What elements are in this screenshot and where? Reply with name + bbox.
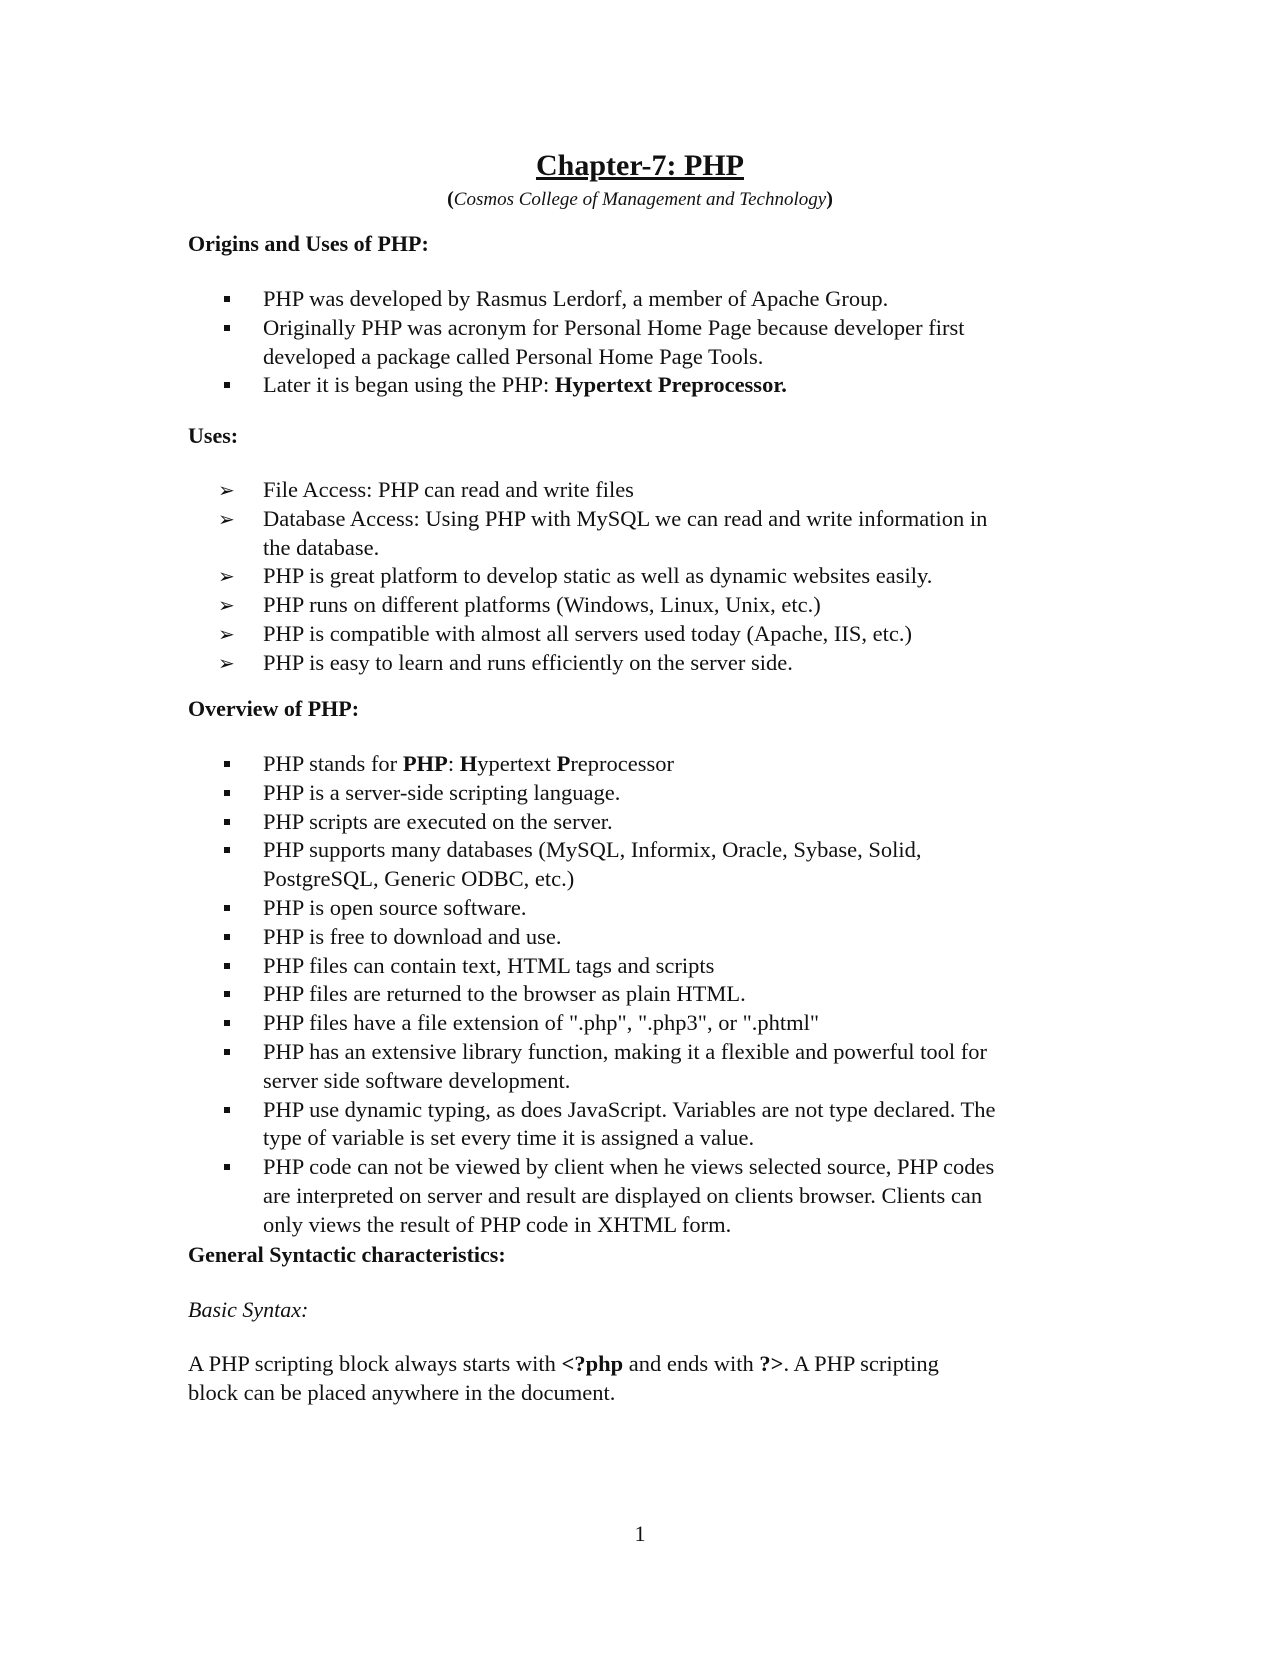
list-item-text: PHP files have a file extension of ".php", ".php3", or ".phtml"	[263, 1010, 820, 1036]
bold-letter: P	[556, 751, 571, 776]
list-item	[188, 591, 1088, 620]
list-item	[188, 894, 1088, 923]
list-item-text: PHP use dynamic typing, as does JavaScript. Variables are not type declared. The	[263, 1096, 996, 1122]
list-item	[188, 505, 1088, 534]
list-item	[188, 285, 1088, 314]
list-item	[188, 620, 1088, 649]
paragraph-text: A PHP scripting block always starts with	[188, 1351, 562, 1376]
list-item	[188, 1153, 1088, 1182]
list-item	[188, 923, 1088, 952]
origins-list	[188, 285, 1088, 400]
list-item-continuation	[188, 1211, 1088, 1240]
list-item-text: PostgreSQL, Generic ODBC, etc.)	[263, 866, 575, 892]
page-number: 1	[634, 1521, 646, 1546]
list-item-text: are interpreted on server and result are displayed on clients browser. Clients can	[263, 1182, 983, 1208]
list-item-text: PHP files are returned to the browser as plain HTML.	[263, 981, 746, 1007]
list-item-continuation	[188, 534, 1088, 563]
paragraph-text: and ends with	[623, 1351, 760, 1376]
list-item	[188, 836, 1088, 865]
list-item-text: PHP stands for	[263, 751, 403, 776]
subtitle-college-name: Cosmos College of Management and Technology	[453, 189, 827, 210]
list-item-text: PHP is free to download and use.	[263, 923, 562, 949]
list-item-text: PHP files can contain text, HTML tags and scripts	[263, 952, 715, 978]
list-item-text: File Access: PHP can read and write files	[263, 477, 634, 502]
list-item-text: Later it is began using the PHP:	[263, 372, 555, 398]
paragraph-line	[188, 1350, 1088, 1379]
section-heading-overview: Overview of PHP:	[188, 696, 360, 721]
chapter-title: Chapter-7: PHP	[535, 149, 744, 182]
list-item-text: PHP was developed by Rasmus Lerdorf, a member of Apache Group.	[263, 286, 889, 311]
paragraph-line: block can be placed anywhere in the document.	[188, 1379, 616, 1405]
list-item	[188, 1038, 1088, 1067]
list-item	[188, 371, 1088, 400]
overview-list	[188, 750, 1088, 1240]
list-item-continuation	[188, 1067, 1088, 1096]
list-item-text: PHP has an extensive library function, making it a flexible and powerful tool for	[263, 1038, 987, 1064]
list-item	[188, 562, 1088, 591]
list-item-text: Database Access: Using PHP with MySQL we can read and write information in	[263, 505, 988, 531]
list-item-text: PHP supports many databases (MySQL, Informix, Oracle, Sybase, Solid,	[263, 837, 922, 863]
list-item-text: PHP scripts are executed on the server.	[263, 808, 613, 834]
list-item-text: PHP is easy to learn and runs efficiently on the server side.	[263, 649, 793, 675]
list-item-text: :	[447, 751, 460, 776]
bold-letter: H	[459, 751, 478, 776]
list-item-text: PHP runs on different platforms (Windows, Linux, Unix, etc.)	[263, 592, 821, 618]
list-item-continuation	[188, 865, 1088, 894]
paragraph-text: . A PHP scripting	[783, 1351, 939, 1376]
list-item-text: the database.	[263, 534, 380, 560]
subtitle-close-paren: )	[826, 188, 833, 210]
section-heading-uses: Uses:	[188, 423, 239, 448]
list-item	[188, 476, 1088, 505]
list-item	[188, 1009, 1088, 1038]
list-item-text: reprocessor	[570, 751, 675, 776]
list-item-text: only views the result of PHP code in XHTML form.	[263, 1211, 732, 1237]
subtitle-open-paren: (	[447, 188, 454, 210]
section-heading-syntax: General Syntactic characteristics:	[188, 1242, 506, 1267]
list-item-text: PHP code can not be viewed by client when he views selected source, PHP codes	[263, 1154, 995, 1180]
syntax-paragraph	[188, 1350, 1088, 1408]
list-item-text: server side software development.	[263, 1067, 571, 1093]
list-item-text: ypertext	[477, 751, 557, 776]
list-item	[188, 952, 1088, 981]
list-item	[188, 314, 1088, 343]
uses-list	[188, 476, 1088, 678]
code-close-tag: ?>	[759, 1351, 784, 1376]
list-item-text: PHP is a server-side scripting language.	[263, 779, 621, 805]
list-item	[188, 980, 1088, 1009]
list-item-text: PHP is great platform to develop static as well as dynamic websites easily.	[263, 563, 933, 589]
list-item	[188, 750, 1088, 779]
list-item-bold-text: Hypertext Preprocessor.	[554, 372, 787, 398]
list-item-text: PHP is open source software.	[263, 894, 527, 920]
subtitle	[0, 186, 1280, 213]
subheading-basic-syntax: Basic Syntax:	[188, 1297, 309, 1322]
list-item-text: type of variable is set every time it is assigned a value.	[263, 1125, 755, 1151]
list-item	[188, 779, 1088, 808]
list-item-continuation	[188, 343, 1088, 372]
list-item-continuation	[188, 1182, 1088, 1211]
bold-text: PHP	[402, 751, 448, 776]
list-item-text: developed a package called Personal Home Page Tools.	[263, 343, 764, 369]
list-item-text: PHP is compatible with almost all servers used today (Apache, IIS, etc.)	[263, 620, 913, 646]
list-item-continuation	[188, 1124, 1088, 1153]
section-heading-origins: Origins and Uses of PHP:	[188, 231, 429, 256]
list-item	[188, 1096, 1088, 1125]
list-item	[188, 649, 1088, 678]
code-open-tag: <?php	[561, 1351, 624, 1376]
list-item	[188, 808, 1088, 837]
list-item-text: Originally PHP was acronym for Personal Home Page because developer first	[263, 314, 965, 340]
